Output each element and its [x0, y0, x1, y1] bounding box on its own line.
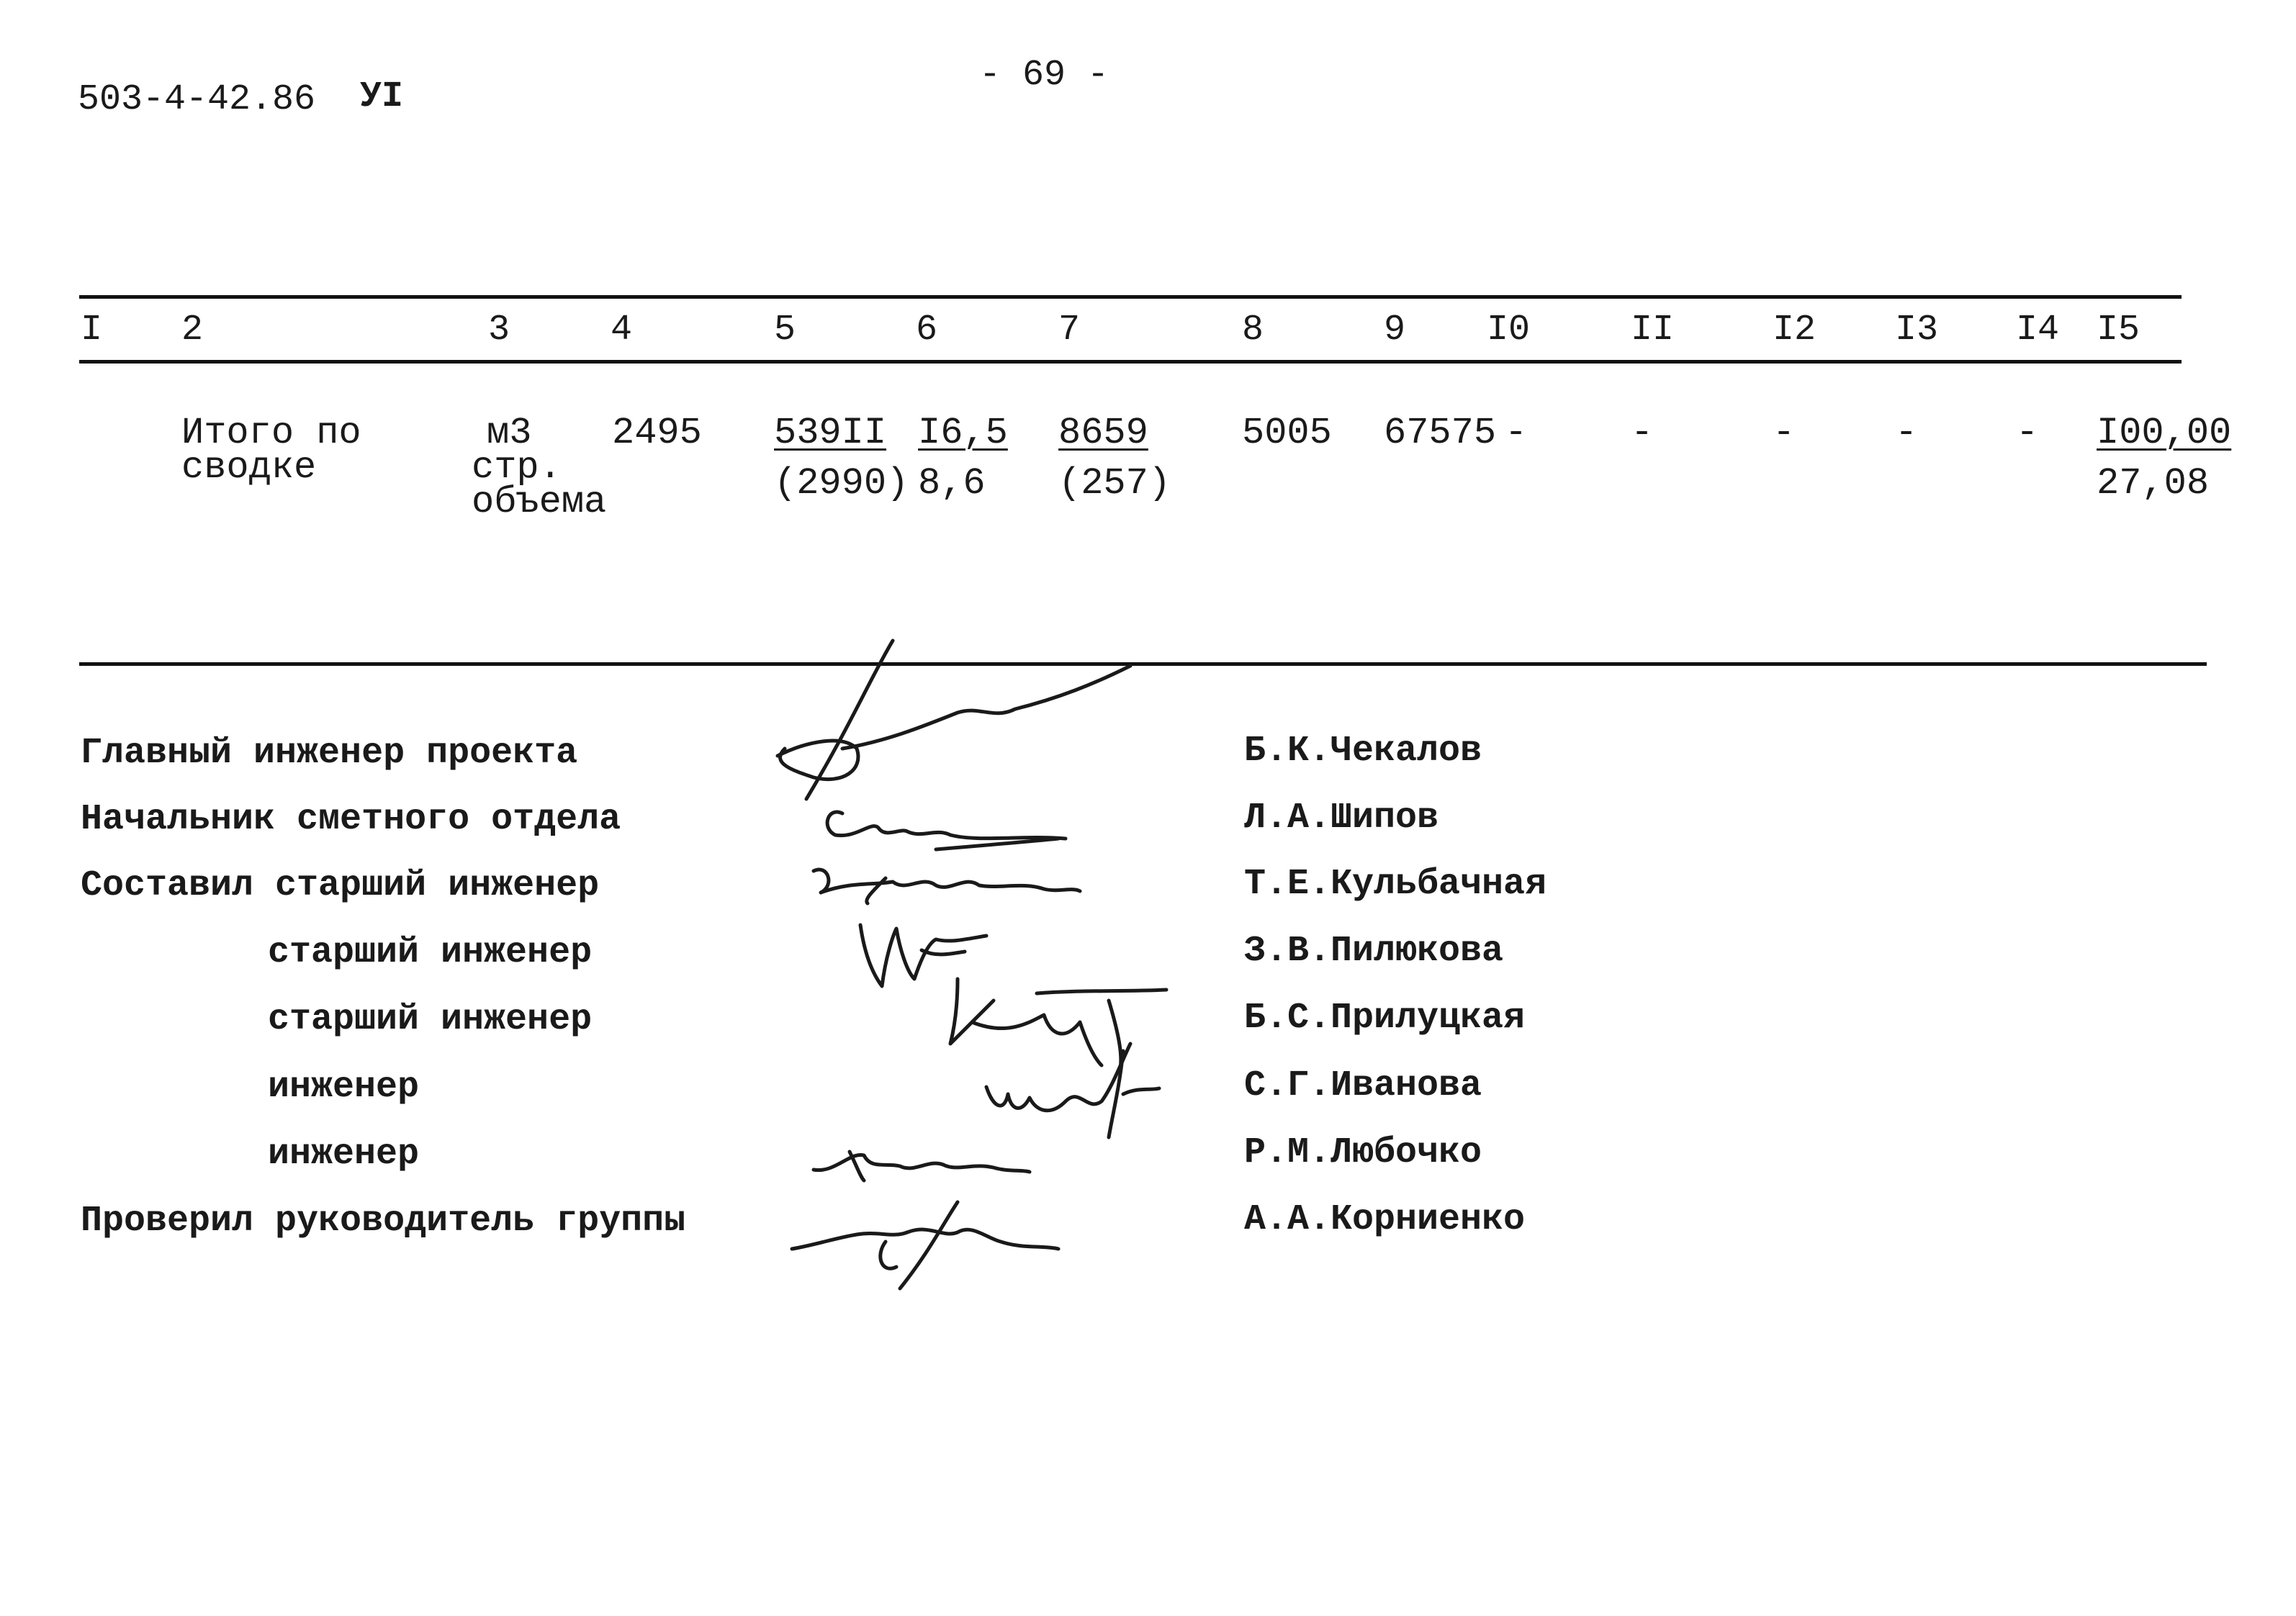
- signatory-name: Б.К.Чекалов: [1244, 731, 1482, 772]
- signature-pilyukova: [860, 925, 986, 986]
- signature-role: инженер: [268, 1067, 420, 1108]
- col-header-3: 3: [488, 310, 510, 351]
- page-number: - 69 -: [979, 55, 1109, 96]
- col-header-15: I5: [2097, 310, 2140, 351]
- col15-value: I00,00: [2097, 412, 2232, 454]
- signature-kulbachnaya: [814, 870, 1080, 903]
- signatory-name: З.В.Пилюкова: [1244, 931, 1504, 972]
- col9-value: 67575: [1384, 412, 1497, 454]
- signature-role: Начальник сметного отдела: [81, 799, 621, 840]
- signature-ivanova: [986, 1044, 1159, 1137]
- row-description-line2: сводке: [181, 446, 317, 489]
- unit-line3: объема: [472, 481, 607, 523]
- signature-kornienko: [792, 1202, 1058, 1288]
- signatory-name: Т.Е.Кульбачная: [1244, 864, 1547, 905]
- signature-role: Главный инженер проекта: [81, 733, 578, 774]
- col-header-1: I: [81, 310, 103, 351]
- col-header-5: 5: [774, 310, 796, 351]
- signature-role: старший инженер: [268, 932, 593, 973]
- col7-subvalue: (257): [1058, 462, 1171, 505]
- col-header-11: II: [1631, 310, 1675, 351]
- col7-value: 8659: [1058, 412, 1148, 454]
- signature-shipov: [827, 812, 1066, 849]
- signature-lyubochko: [814, 1152, 1030, 1181]
- signature-role: старший инженер: [268, 999, 593, 1040]
- col12-value: -: [1773, 412, 1796, 454]
- col-header-8: 8: [1242, 310, 1264, 351]
- section-label: УI: [360, 76, 404, 117]
- col-header-13: I3: [1895, 310, 1939, 351]
- unit-line2: стр.: [472, 446, 562, 489]
- signatory-name: А.А.Корниенко: [1244, 1199, 1526, 1240]
- signature-role: инженер: [268, 1134, 420, 1175]
- col10-value: -: [1505, 412, 1528, 454]
- row-description-line1: Итого по: [181, 412, 361, 454]
- col-header-14: I4: [2016, 310, 2060, 351]
- col-header-9: 9: [1384, 310, 1406, 351]
- col-header-7: 7: [1058, 310, 1081, 351]
- col6-value: I6,5: [918, 412, 1008, 454]
- unit-line1: м3: [487, 412, 532, 454]
- col15-subvalue: 27,08: [2097, 462, 2210, 505]
- col5-subvalue: (2990): [774, 462, 909, 505]
- document-code: 503-4-42.86: [78, 79, 316, 120]
- signatory-name: Р.М.Любочко: [1244, 1132, 1482, 1173]
- signature-prilutskaya: [950, 979, 1166, 1073]
- col14-value: -: [2016, 412, 2039, 454]
- col-header-4: 4: [611, 310, 633, 351]
- col5-value: 539II: [774, 412, 887, 454]
- col-header-12: I2: [1773, 310, 1816, 351]
- col-header-6: 6: [916, 310, 938, 351]
- col-header-2: 2: [181, 310, 204, 351]
- signatory-name: С.Г.Иванова: [1244, 1065, 1482, 1106]
- signatory-name: Л.А.Шипов: [1244, 798, 1439, 839]
- signature-role: Составил старший инженер: [81, 865, 600, 906]
- col13-value: -: [1895, 412, 1918, 454]
- col4-value: 2495: [612, 412, 702, 454]
- signatory-name: Б.С.Прилуцкая: [1244, 998, 1526, 1039]
- signature-chekalov: [778, 641, 1130, 799]
- col6-subvalue: 8,6: [918, 462, 986, 505]
- col8-value: 5005: [1242, 412, 1332, 454]
- signature-role: Проверил руководитель группы: [81, 1201, 686, 1242]
- col-header-10: I0: [1487, 310, 1531, 351]
- col11-value: -: [1631, 412, 1654, 454]
